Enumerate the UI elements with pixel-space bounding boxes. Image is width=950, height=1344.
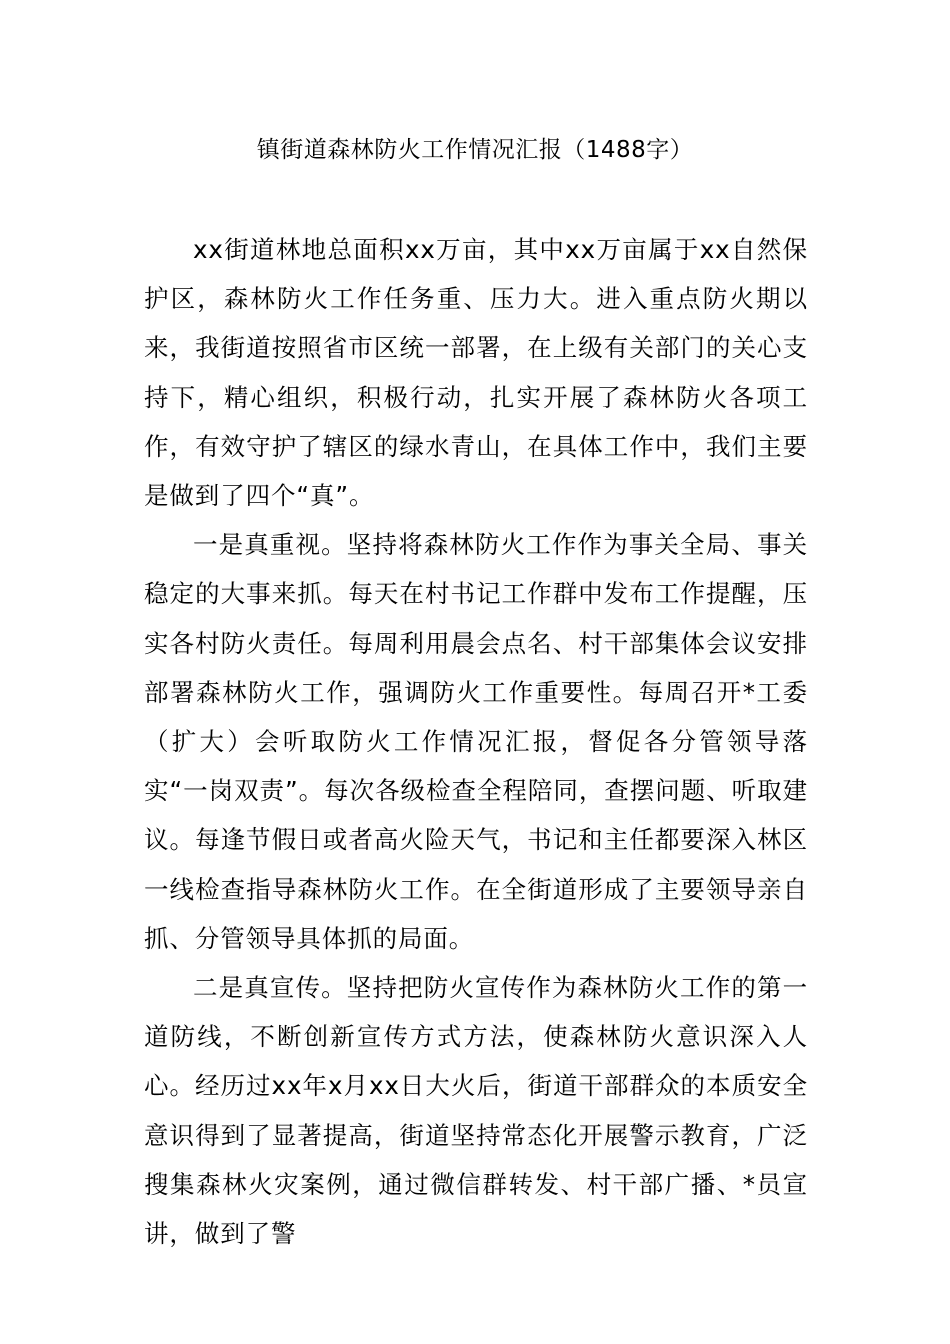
paragraph-two: 二是真宣传。坚持把防火宣传作为森林防火工作的第一道防线，不断创新宣传方式方法，使森林防火意识深入人心。经历过xx年x月xx日大火后，街道干部群众的本质安全意识得到了显著提高，街道坚持常态化开展警示教育，广泛搜集森林火灾案例，通过微信群转发、村干部广播、*员宣讲，做到了警 <box>144 973 808 1249</box>
paragraph-intro: xx街道林地总面积xx万亩，其中xx万亩属于xx自然保护区，森林防火工作任务重、压力大。进入重点防火期以来，我街道按照省市区统一部署，在上级有关部门的关心支持下，精心组织，积极行动，扎实开展了森林防火各项工作，有效守护了辖区的绿水青山，在具体工作中，我们主要是做到了四个“真”。 <box>144 235 808 511</box>
document-title: 镇街道森林防火工作情况汇报（1488字） <box>256 137 694 163</box>
paragraph-one: 一是真重视。坚持将森林防火工作作为事关全局、事关稳定的大事来抓。每天在村书记工作群中发布工作提醒，压实各村防火责任。每周利用晨会点名、村干部集体会议安排部署森林防火工作，强调防火工作重要性。每周召开*工委（扩大）会听取防火工作情况汇报，督促各分管领导落实“一岗双责”。每次各级检查全程陪同，查摆问题、听取建议。每逢节假日或者高火险天气，书记和主任都要深入林区一线检查指导森林防火工作。在全街道形成了主要领导亲自抓、分管领导具体抓的局面。 <box>144 530 808 953</box>
document-body <box>144 225 808 1258</box>
